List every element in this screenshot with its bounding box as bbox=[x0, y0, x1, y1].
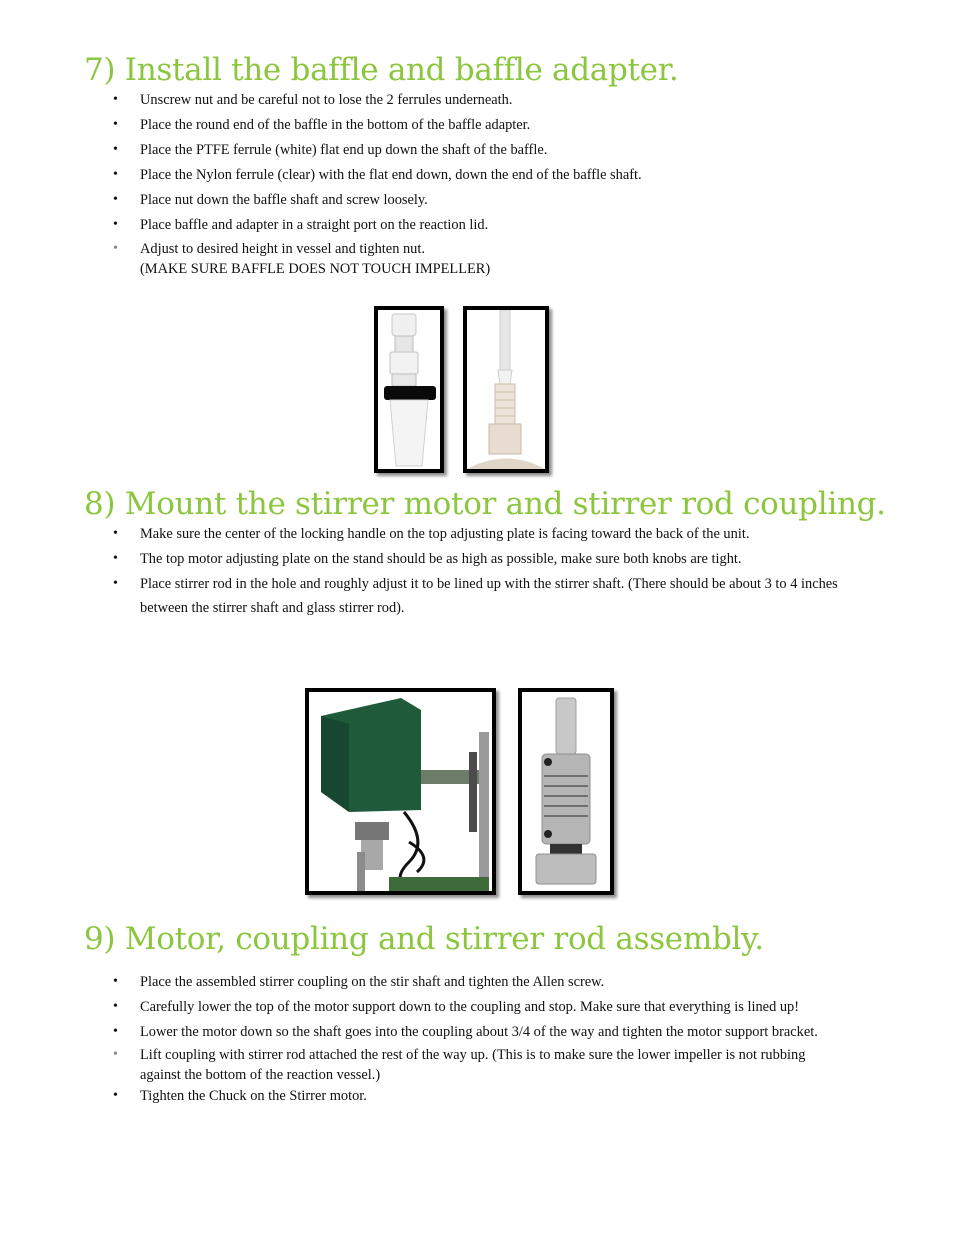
list-item: • The top motor adjusting plate on the stand should be as high as possible, make sure both knobs are tight. bbox=[113, 547, 843, 571]
baffle-shaft-photo bbox=[463, 306, 549, 473]
section-8-heading: 8) Mount the stirrer motor and stirrer rod coupling. bbox=[84, 486, 886, 522]
list-item: • Tighten the Chuck on the Stirrer motor. bbox=[113, 1086, 843, 1106]
list-item: • Lower the motor down so the shaft goes into the coupling about 3/4 of the way and tighten the motor support bracket. bbox=[113, 1020, 843, 1044]
list-item: • Unscrew nut and be careful not to lose the 2 ferrules underneath. bbox=[113, 88, 843, 112]
section-8-list bbox=[113, 522, 843, 621]
section-7-heading: 7) Install the baffle and baffle adapter. bbox=[84, 52, 679, 88]
list-item: • Place stirrer rod in the hole and roughly adjust it to be lined up with the stirrer shaft. (There should be about 3 to 4 inches between the stirrer shaft and glass stirrer rod). bbox=[113, 572, 843, 620]
list-item: • Place the round end of the baffle in the bottom of the baffle adapter. bbox=[113, 113, 843, 137]
list-item: • Make sure the center of the locking handle on the top adjusting plate is facing toward the back of the unit. bbox=[113, 522, 843, 546]
list-item: • Adjust to desired height in vessel and tighten nut. (MAKE SURE BAFFLE DOES NOT TOUCH IMPELLER) bbox=[113, 239, 843, 279]
list-item: • Lift coupling with stirrer rod attached the rest of the way up. (This is to make sure the lower impeller is not rubbing against the bottom of the reaction vessel.) bbox=[113, 1045, 843, 1085]
list-item: • Place the PTFE ferrule (white) flat end up down the shaft of the baffle. bbox=[113, 138, 843, 162]
section-7-list bbox=[113, 88, 843, 280]
list-item: • Carefully lower the top of the motor support down to the coupling and stop. Make sure that everything is lined up! bbox=[113, 995, 843, 1019]
list-item: • Place baffle and adapter in a straight port on the reaction lid. bbox=[113, 213, 843, 237]
coupling-photo bbox=[518, 688, 614, 895]
stirrer-motor-photo bbox=[305, 688, 496, 895]
section-9-heading: 9) Motor, coupling and stirrer rod assembly. bbox=[84, 921, 764, 957]
baffle-adapter-photo bbox=[374, 306, 444, 473]
section-9-list bbox=[113, 970, 843, 1107]
list-item: • Place nut down the baffle shaft and screw loosely. bbox=[113, 188, 843, 212]
caution-note: (MAKE SURE BAFFLE DOES NOT TOUCH IMPELLER) bbox=[140, 261, 491, 277]
list-item: • Place the Nylon ferrule (clear) with the flat end down, down the end of the baffle shaft. bbox=[113, 163, 843, 187]
list-item: • Place the assembled stirrer coupling on the stir shaft and tighten the Allen screw. bbox=[113, 970, 843, 994]
